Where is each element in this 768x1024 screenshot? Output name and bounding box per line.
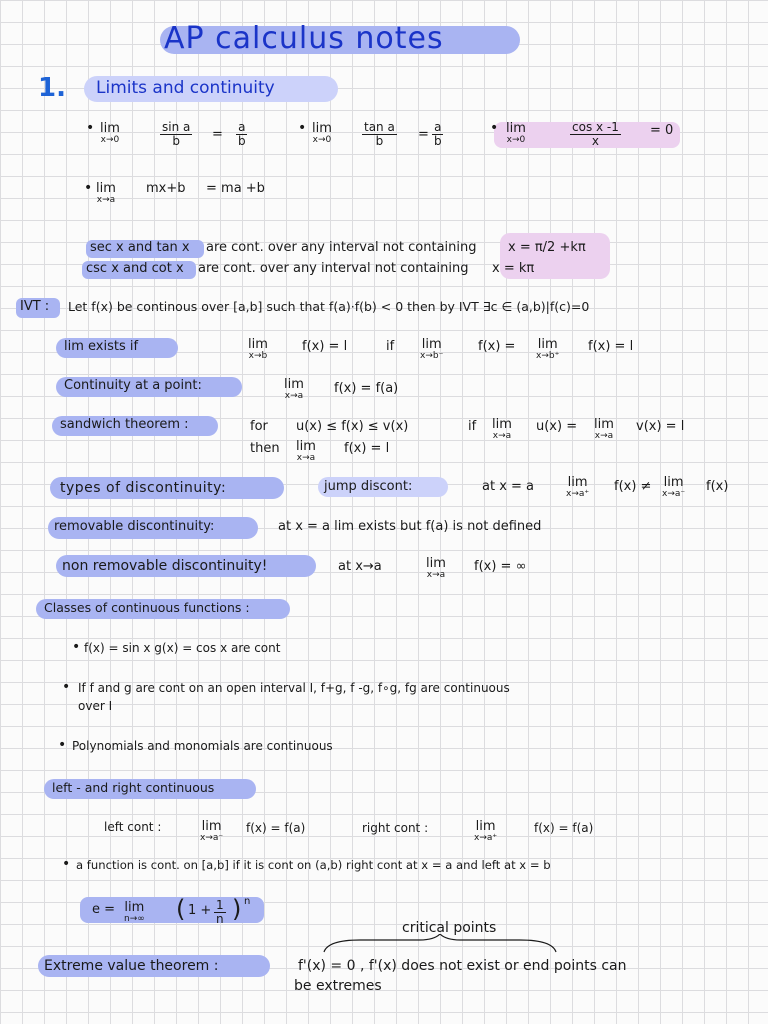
sandwich-for: for bbox=[250, 419, 268, 434]
evt-text-1: f'(x) = 0 , f'(x) does not exist or end points can bbox=[298, 958, 627, 974]
page-title: AP calculus notes bbox=[164, 21, 444, 56]
interval-cont-text: a function is cont. on [a,b] if it is cont on (a,b) right cont at x = a and left at x = b bbox=[76, 858, 551, 872]
bullet: • bbox=[490, 120, 499, 136]
nonremovable-label: non removable discontinuity! bbox=[62, 558, 268, 574]
cos-result: = 0 bbox=[650, 123, 674, 138]
limit-notation: lim x→a bbox=[492, 417, 512, 441]
bullet: • bbox=[58, 737, 67, 753]
csc-cot-text: are cont. over any interval not containing bbox=[198, 261, 469, 276]
critical-points-label: critical points bbox=[402, 920, 497, 936]
limit-notation: lim x→0 bbox=[100, 121, 120, 145]
ivt-label: IVT : bbox=[20, 299, 50, 314]
limit-notation: lim x→b⁺ bbox=[536, 337, 560, 361]
lim-exists-if: if bbox=[386, 339, 395, 354]
equals-sign: = bbox=[212, 127, 223, 142]
lim-exists-label: lim exists if bbox=[64, 339, 139, 354]
classes-item-2: If f and g are cont on an open interval I, f+g, f -g, f∘g, fg are continuous bbox=[78, 681, 510, 695]
e-one-plus: 1 + bbox=[188, 903, 212, 918]
limit-notation: lim n→∞ bbox=[124, 900, 145, 924]
jump-expr2: f(x) bbox=[706, 479, 729, 494]
evt-text-2: be extremes bbox=[294, 978, 382, 994]
nonremovable-expr: f(x) = ∞ bbox=[474, 559, 527, 574]
continuity-expr: f(x) = f(a) bbox=[334, 381, 399, 396]
limit-notation: lim x→a bbox=[96, 181, 116, 205]
removable-label: removable discontinuity: bbox=[54, 519, 215, 534]
fraction-sin: $\frac{\text{sin a}}{b}$ bbox=[162, 120, 191, 149]
fraction-result: $\frac{a}{b}$ bbox=[434, 120, 442, 149]
limit-notation: lim x→a bbox=[284, 377, 304, 401]
e-open-paren: ( bbox=[176, 895, 186, 923]
sandwich-label: sandwich theorem : bbox=[60, 417, 189, 432]
csc-cot-value: x = kπ bbox=[492, 261, 535, 276]
limit-notation: lim x→a bbox=[594, 417, 614, 441]
types-label: types of discontinuity: bbox=[60, 480, 227, 496]
sec-tan-label: sec x and tan x bbox=[90, 240, 190, 255]
lim-exists-right-expr: f(x) = l bbox=[588, 339, 634, 354]
fraction-cos: $\frac{\text{cos x -1}}{x}$ bbox=[572, 120, 619, 149]
limit-notation: lim x→a⁻ bbox=[662, 475, 686, 499]
limit-notation: lim x→a⁺ bbox=[474, 819, 498, 843]
linear-result: = ma +b bbox=[206, 181, 265, 196]
e-close-paren: ) bbox=[232, 895, 242, 923]
left-cont-label: left cont : bbox=[104, 820, 162, 834]
limit-notation: lim x→a⁻ bbox=[200, 819, 224, 843]
classes-item-1: f(x) = sin x g(x) = cos x are cont bbox=[84, 641, 281, 655]
right-cont-label: right cont : bbox=[362, 821, 429, 835]
sandwich-cond2: v(x) = l bbox=[636, 419, 685, 434]
removable-text: at x = a lim exists but f(a) is not defined bbox=[278, 519, 542, 534]
classes-label: Classes of continuous functions : bbox=[44, 600, 250, 615]
left-right-label: left - and right continuous bbox=[52, 780, 215, 795]
limit-notation: lim x→0 bbox=[312, 121, 332, 145]
bullet: • bbox=[298, 120, 307, 136]
bullet: • bbox=[62, 856, 71, 872]
classes-item-2-cont: over I bbox=[78, 699, 113, 713]
bullet: • bbox=[86, 120, 95, 136]
e-exponent: n bbox=[244, 896, 251, 907]
critical-points-brace bbox=[320, 934, 560, 958]
equals-sign: = bbox=[418, 127, 429, 142]
continuity-label: Continuity at a point: bbox=[64, 378, 202, 393]
sec-tan-value: x = π/2 +kπ bbox=[508, 240, 586, 255]
sandwich-cond1: u(x) = bbox=[536, 419, 578, 434]
limit-notation: lim x→a bbox=[426, 556, 446, 580]
sandwich-if: if bbox=[468, 419, 477, 434]
limit-notation: lim x→a⁺ bbox=[566, 475, 590, 499]
e-fraction: $\frac{1}{n}$ bbox=[216, 898, 224, 927]
bullet: • bbox=[84, 180, 93, 196]
jump-at: at x = a bbox=[482, 479, 535, 494]
bullet: • bbox=[72, 639, 81, 655]
linear-expr: mx+b bbox=[146, 181, 186, 196]
ivt-text: Let f(x) be continous over [a,b] such that f(a)·f(b) < 0 then by IVT ∃c ∈ (a,b)|f(c)=0 bbox=[68, 299, 590, 314]
fraction-result: $\frac{a}{b}$ bbox=[238, 120, 246, 149]
limit-notation: lim x→a bbox=[296, 439, 316, 463]
sandwich-result: f(x) = l bbox=[344, 441, 390, 456]
evt-label: Extreme value theorem : bbox=[44, 958, 219, 974]
section-number: 1. bbox=[38, 73, 66, 103]
lim-exists-left-expr: f(x) = bbox=[478, 339, 516, 354]
section-title: Limits and continuity bbox=[96, 78, 275, 98]
limit-notation: lim x→0 bbox=[506, 121, 526, 145]
sandwich-then: then bbox=[250, 441, 280, 456]
jump-expr1: f(x) ≠ bbox=[614, 479, 652, 494]
right-cont-expr: f(x) = f(a) bbox=[534, 821, 594, 835]
csc-cot-label: csc x and cot x bbox=[86, 261, 184, 276]
bullet: • bbox=[62, 679, 71, 695]
sec-tan-text: are cont. over any interval not containing bbox=[206, 240, 477, 255]
left-cont-expr: f(x) = f(a) bbox=[246, 821, 306, 835]
lim-exists-expr: f(x) = l bbox=[302, 339, 348, 354]
limit-notation: lim x→b⁻ bbox=[420, 337, 444, 361]
sandwich-ineq: u(x) ≤ f(x) ≤ v(x) bbox=[296, 419, 409, 434]
limit-notation: lim x→b bbox=[248, 337, 268, 361]
classes-item-3: Polynomials and monomials are continuous bbox=[72, 739, 333, 753]
fraction-tan: $\frac{\text{tan a}}{b}$ bbox=[364, 120, 395, 149]
e-symbol: e = bbox=[92, 902, 116, 917]
nonremovable-at: at x→a bbox=[338, 559, 382, 574]
jump-label: jump discont: bbox=[324, 479, 413, 494]
